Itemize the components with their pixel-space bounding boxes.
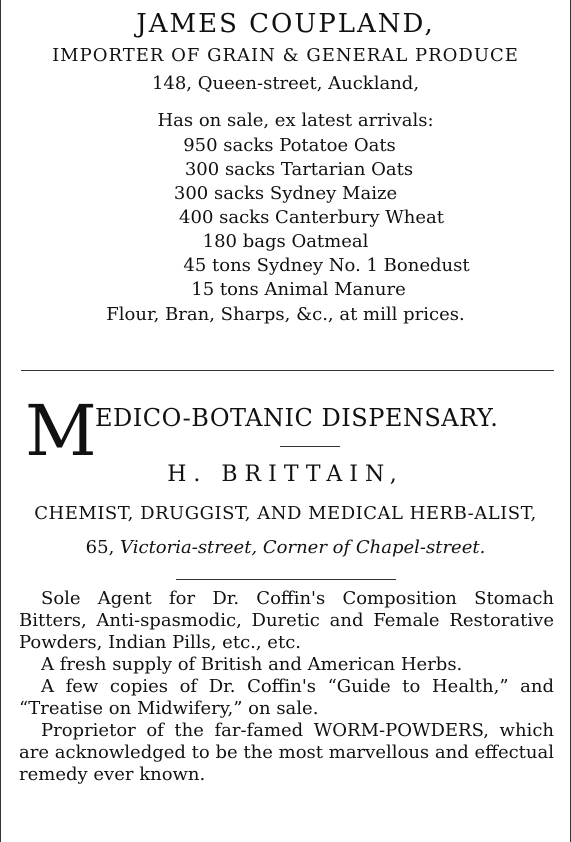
paragraph: A few copies of Dr. Coffin's “Guide to Health,” and “Treatise on Midwifery,” on sale. — [19, 676, 554, 719]
list-item: 45 tons Sydney No. 1 Bonedust — [183, 255, 470, 276]
advertiser-name: JAMES COUPLAND, — [136, 9, 435, 39]
dispensary-advertisement — [1, 392, 570, 786]
drop-cap: M — [25, 390, 97, 472]
dispensary-body — [1, 588, 570, 786]
paragraph: Proprietor of the far-famed WORM-POWDERS, which are acknowledged to be the most marvellous and effectual remedy ever known. — [19, 720, 554, 785]
proprietor-trade: CHEMIST, DRUGGIST, AND MEDICAL HERB-ALIST, — [34, 503, 537, 524]
advertiser-address: 148, Queen-street, Auckland, — [151, 73, 420, 94]
list-item: 950 sacks Potatoe Oats — [183, 135, 396, 156]
section-rule — [176, 579, 396, 580]
short-rule — [280, 446, 340, 447]
paragraph: A fresh supply of British and American Herbs. — [41, 654, 463, 675]
advert-divider — [21, 370, 554, 371]
list-item: 400 sacks Canterbury Wheat — [179, 207, 444, 228]
paragraph: Sole Agent for Dr. Coffin's Composition Stomach Bitters, Anti-spasmodic, Duretic and Female Restorative Powders, Indian Pills, etc., etc. — [19, 588, 554, 653]
advertiser-tagline: IMPORTER OF GRAIN & GENERAL PRODUCE — [52, 45, 519, 66]
list-item: 15 tons Animal Manure — [191, 279, 406, 300]
prices-note: Flour, Bran, Sharps, &c., at mill prices. — [106, 304, 465, 325]
sale-intro: Has on sale, ex latest arrivals: — [157, 110, 434, 131]
dispensary-address — [1, 535, 570, 561]
list-item: 300 sacks Sydney Maize — [173, 183, 398, 204]
list-item: 300 sacks Tartarian Oats — [184, 159, 414, 180]
proprietor-name: H. BRITTAIN, — [167, 462, 404, 487]
list-item: 180 bags Oatmeal — [202, 231, 369, 252]
street-name: Victoria-street, Corner of Chapel-street. — [120, 537, 486, 558]
produce-list — [1, 134, 570, 302]
heading-text: EDICO-BOTANIC DISPENSARY. — [95, 404, 499, 432]
dispensary-heading — [1, 390, 570, 472]
street-number: 65, — [85, 537, 115, 558]
coupland-advertisement — [1, 4, 570, 328]
